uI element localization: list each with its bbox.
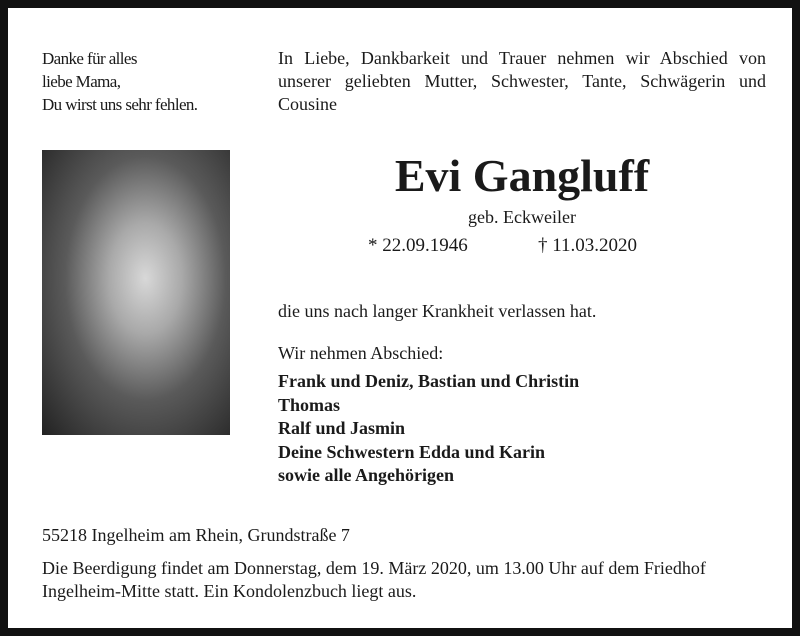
mourner: Deine Schwestern Edda und Karin xyxy=(278,441,546,462)
phrase: die uns nach langer Krankheit verlassen hat. xyxy=(278,301,597,321)
mourner: Ralf und Jasmin xyxy=(278,418,406,438)
birth-date: * 22.09.1946 xyxy=(368,235,468,256)
farewell-intro: Wir nehmen Abschied: xyxy=(278,343,444,363)
portrait-photo xyxy=(42,150,230,435)
funeral-line: Ingelheim-Mitte statt. Ein Kondolenzbuch liegt aus. xyxy=(42,581,417,601)
deceased-name: Evi Gangluff xyxy=(394,150,650,201)
address: 55218 Ingelheim am Rhein, Grundstraße 7 xyxy=(42,525,350,545)
mourners-list xyxy=(278,370,579,488)
maiden-name: geb. Eckweiler xyxy=(468,207,576,227)
note-line: liebe Mama, xyxy=(42,72,121,91)
note-line: Du wirst uns sehr fehlen. xyxy=(42,95,198,114)
funeral-info xyxy=(42,557,706,603)
mourner: sowie alle Angehörigen xyxy=(278,465,454,485)
death-date: † 11.03.2020 xyxy=(538,235,638,256)
left-note xyxy=(42,47,197,116)
funeral-line: Die Beerdigung findet am Donnerstag, dem 19. März 2020, um 13.00 Uhr auf dem Friedhof xyxy=(42,558,706,578)
intro-text: In Liebe, Dankbarkeit und Trauer nehmen wir Abschied von unserer geliebten Mutter, Schwester, Tante, Schwägerin und Cousine xyxy=(278,48,766,114)
mourner: Thomas xyxy=(278,394,341,415)
mourner: Frank und Deniz, Bastian und Christin xyxy=(278,371,580,391)
note-line: Danke für alles xyxy=(42,49,137,68)
